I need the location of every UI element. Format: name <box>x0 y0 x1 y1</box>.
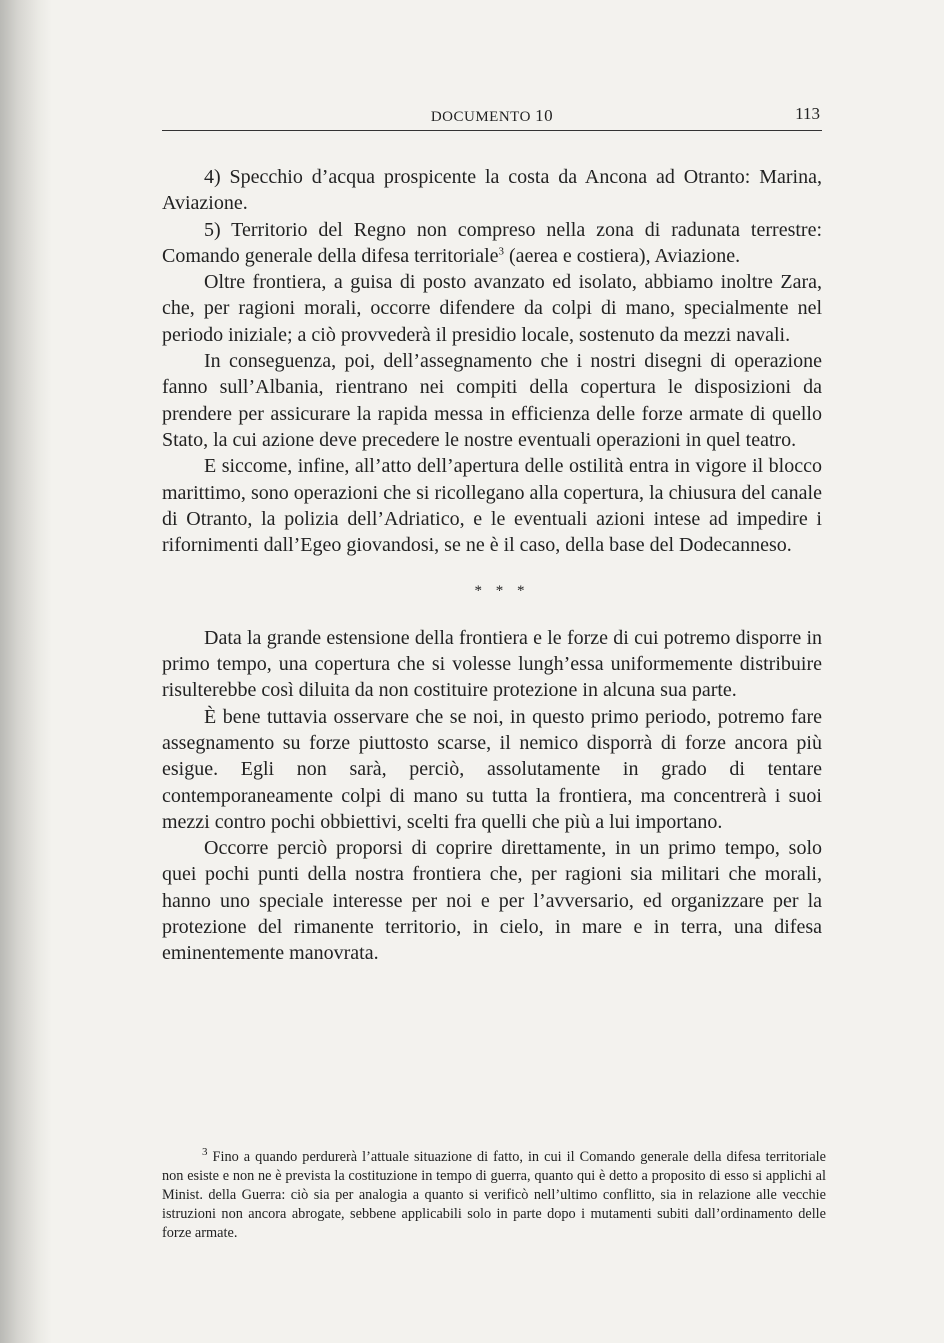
paragraph-blocco: E siccome, infine, all’atto dell’apertura delle ostilità entra in vigore il blocco marittimo, sono operazioni che si ricollegano alla copertura, la chiusura del canale di Otranto, la polizia dell’Adriatico, e le eventuali azioni intese ad impedire i rifornimenti dall’Egeo giovandosi, se ne è il caso, della base del Dodecanneso. <box>162 455 822 557</box>
paragraph-frontiera: Data la grande estensione della frontiera e le forze di cui potremo disporre in primo tempo, una copertura che si volesse lungh’essa uniformemente distribuire risulterebbe così diluita da non costituire protezione in alcuna sua parte. <box>162 626 822 702</box>
document-number: 10 <box>535 106 554 125</box>
page-header <box>162 104 822 132</box>
paragraph-item-5-text: 5) Territorio del Regno non compreso nella zona di radunata terrestre: Comando generale della difesa territoriale <box>162 218 822 267</box>
page-binding-shadow <box>0 0 52 1343</box>
footnote-paragraph <box>162 1148 826 1243</box>
section-separator: * * * <box>474 583 530 600</box>
main-text <box>162 164 822 967</box>
footnote-marker: 3 <box>202 1146 208 1159</box>
paragraph-zara: Oltre frontiera, a guisa di posto avanzato ed isolato, abbiamo inoltre Zara, che, per ragioni morali, occorre difendere da colpi di mano, specialmente nel periodo iniziale; a ciò provvederà il presidio locale, sostenuto da mezzi navali. <box>162 271 822 346</box>
paragraph-albania: In conseguenza, poi, dell’assegnamento che i nostri disegni di operazione fanno sull’Albania, rientrano nei compiti della copertura le disposizioni da prendere per assicurare la rapida messa in efficienza delle forze armate di quello Stato, la cui azione deve precedere le nostre eventuali operazioni in quel teatro. <box>162 350 822 451</box>
paragraph-nemico: È bene tuttavia osservare che se noi, in questo primo periodo, potremo fare assegnamento su forze piuttosto scarse, il nemico disporrà di forze ancora più esigue. Egli non sarà, perciò, assolutamente in grado di tentare contemporaneamente colpi di mano su tutta la frontiera, ma concentrerà i suoi mezzi contro pochi obbiettivi, scelti fra quelli che più a lui importano. <box>162 705 822 833</box>
footnote-text: Fino a quando perdurerà l’attuale situazione di fatto, in cui il Comando generale della difesa territoriale non esiste e non ne è prevista la costituzione in tempo di guerra, quanto qui è detto a proposito di esso si applichi al Minist. della Guerra: ciò sia per analogia a quanto si verificò nell’ultimo conflitto, sia in relazione alle vecchie istruzioni non ancora abrogate, sebbene applicabili solo in parte dopo i mutamenti subiti dall’ordinamento delle forze armate. <box>162 1149 827 1241</box>
footnote <box>162 1148 826 1243</box>
paragraph-difesa: Occorre perciò proporsi di coprire direttamente, in un primo tempo, solo quei pochi punti della nostra frontiera che, per ragioni sia militari che morali, hanno uno speciale interesse per noi e per l’avversario, ed organizzare per la protezione del rimanente territorio, in cielo, in mare e in terra, una difesa eminentemente manovrata. <box>162 837 822 965</box>
running-title <box>162 106 822 126</box>
footnote-reference: 3 <box>498 245 505 258</box>
paragraph-item-4: 4) Specchio d’acqua prospicente la costa da Ancona ad Otranto: Marina, Aviazione. <box>162 166 822 215</box>
paragraph-item-5-continuation: (aerea e costiera), Aviazione. <box>509 244 741 267</box>
header-rule <box>162 130 822 131</box>
page-number: 113 <box>795 104 820 123</box>
running-title-label: DOCUMENTO <box>430 109 531 125</box>
paragraph-item-5 <box>162 217 822 270</box>
